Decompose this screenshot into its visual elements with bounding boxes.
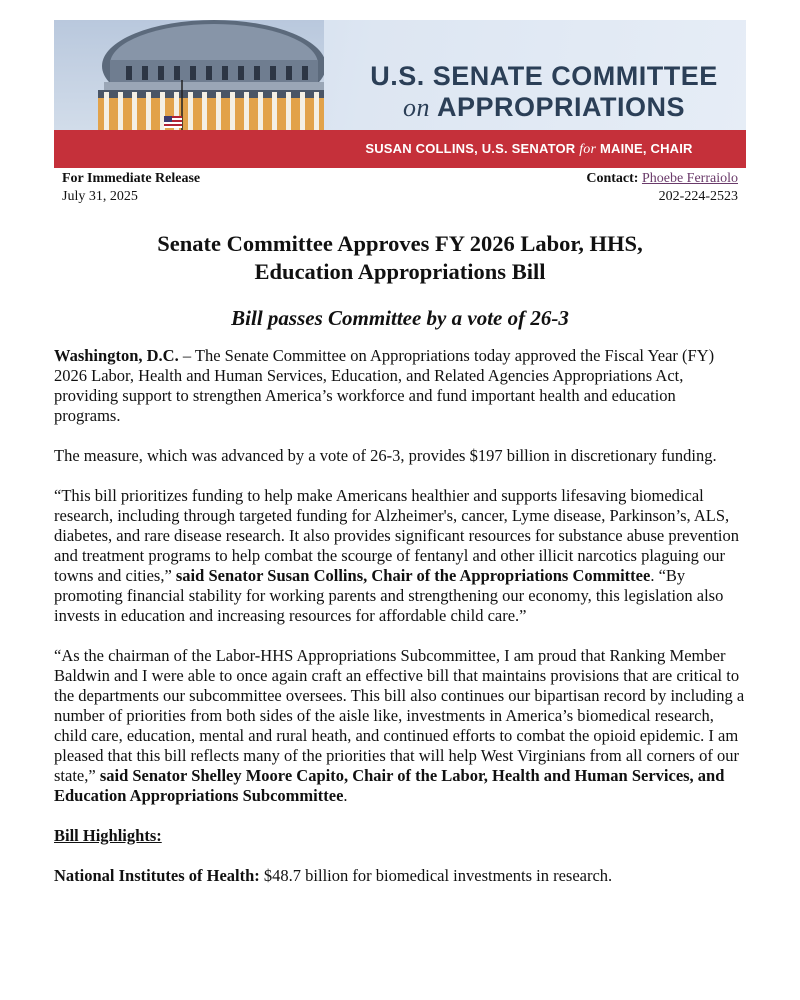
- chair-line-before: SUSAN COLLINS, U.S. SENATOR: [365, 141, 580, 156]
- capito-attribution: said Senator Shelley Moore Capito, Chair of the Labor, Health and Human Services, and Education Appropriations Subcommittee: [54, 766, 725, 805]
- committee-title-line1: U.S. SENATE COMMITTEE: [370, 61, 718, 91]
- chair-line-for: for: [579, 142, 597, 157]
- paragraph-intro: [54, 346, 746, 426]
- release-date: July 31, 2025: [62, 189, 138, 204]
- chair-line-after: MAINE, CHAIR: [596, 141, 693, 156]
- contact-label: Contact:: [586, 171, 639, 186]
- collins-quote-text1: “This bill prioritizes funding to help make Americans healthier and supports lifesaving biomedical research, including through targeted funding for Alzheimer's, cancer, Lyme disease, Parkinson’s, ALS, diabetes, and rare disease research. It also provides significant resources for substance abuse prevention and treatment programs to help combat the scourge of fentanyl and other illicit narcotics plaguing our towns and cities,”: [54, 486, 739, 585]
- headline-line2: Education Appropriations Bill: [254, 259, 546, 284]
- paragraph-collins-quote: [54, 486, 746, 626]
- nih-text: $48.7 billion for biomedical investments in research.: [259, 866, 613, 885]
- committee-title: [354, 60, 734, 123]
- collins-attribution: said Senator Susan Collins, Chair of the Appropriations Committee: [175, 566, 651, 585]
- chair-line: [324, 130, 734, 168]
- collins-quote-text2: . “By promoting financial stability for working parents and strengthening our economy, this legislation also invests in education and increasing resources for affordable child care.”: [54, 566, 724, 625]
- release-label: For Immediate Release: [62, 171, 201, 186]
- capito-quote-text1: “As the chairman of the Labor-HHS Appropriations Subcommittee, I am proud that Ranking Member Baldwin and I were able to once again craft an effective bill that maintains provisions that are critical to the departments our subcommittee oversees. This bill also continues our bipartisan record by including a number of priorities from both sides of the aisle like, investments in America’s biomedical research, child care, education, mental and rural heath, and continued efforts to combat the opioid epidemic. I am pleased that this bill reflects many of the priorities that will help West Virginians from all corners of our state,”: [54, 646, 745, 785]
- paragraph-measure: The measure, which was advanced by a vote of 26-3, provides $197 billion in discretionary funding.: [54, 446, 717, 465]
- flag-icon: [164, 116, 182, 128]
- press-release-body: [54, 346, 746, 906]
- dateline: Washington, D.C.: [54, 346, 179, 365]
- highlights-heading: Bill Highlights:: [54, 826, 162, 845]
- contact-info: [586, 170, 738, 206]
- nih-label: National Institutes of Health:: [54, 866, 260, 885]
- chair-strip: [54, 130, 746, 168]
- committee-title-line2: [354, 92, 734, 123]
- contact-phone: 202-224-2523: [658, 189, 738, 204]
- headline-line1: Senate Committee Approves FY 2026 Labor, HHS,: [157, 231, 643, 256]
- contact-name-link[interactable]: Phoebe Ferraiolo: [641, 171, 738, 186]
- release-info: [62, 170, 200, 206]
- highlight-nih: [54, 866, 746, 886]
- committee-title-on: on: [402, 93, 430, 122]
- committee-title-appropriations: APPROPRIATIONS: [436, 92, 686, 122]
- paragraph-intro-text: – The Senate Committee on Appropriations today approved the Fiscal Year (FY) 2026 Labor, Health and Human Services, Education, and Related Agencies Appropriations Act, providing support to strengthen America’s workforce and fund important health and education programs.: [54, 346, 715, 425]
- paragraph-capito-quote: [54, 646, 746, 806]
- header-banner: [54, 20, 746, 168]
- headline: [54, 230, 746, 286]
- subheadline: Bill passes Committee by a vote of 26-3: [231, 306, 569, 330]
- capito-quote-text2: .: [343, 786, 348, 805]
